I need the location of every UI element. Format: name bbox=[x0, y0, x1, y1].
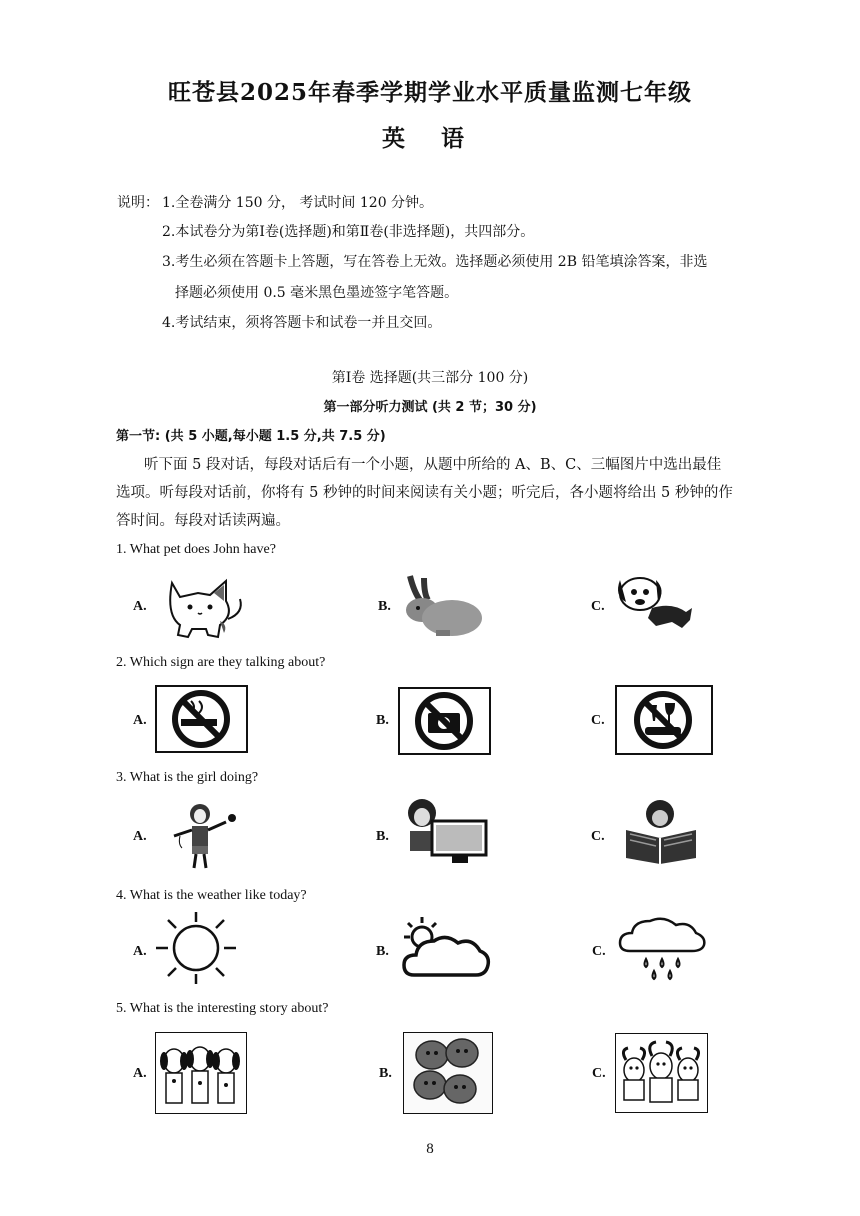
partly-cloudy-icon bbox=[400, 915, 492, 981]
no-photo-sign-icon bbox=[398, 687, 491, 755]
rain-icon bbox=[616, 915, 708, 985]
cat-icon bbox=[158, 575, 250, 641]
page-number: 8 bbox=[426, 1141, 434, 1157]
goats-icon bbox=[615, 1033, 708, 1113]
girl-computer-icon bbox=[400, 797, 492, 867]
instruction-item: 2.本试卷分为第Ⅰ卷(选择题)和第Ⅱ卷(非选择题)，共四部分。 bbox=[162, 224, 535, 240]
question-2: 2. Which sign are they talking about? bbox=[116, 655, 326, 670]
option-c-label: C. bbox=[592, 944, 606, 959]
instruction-item: 择题必须使用 0.5 毫米黑色墨迹签字笔答题。 bbox=[175, 285, 459, 301]
three-dogs-icon bbox=[155, 1032, 247, 1114]
option-b-label: B. bbox=[378, 599, 391, 614]
exam-title: 旺苍县2025年春季学期学业水平质量监测七年级 bbox=[167, 79, 692, 106]
option-a-label: A. bbox=[133, 1066, 147, 1081]
section-title: 第一节: (共 5 小题,每小题 1.5 分,共 7.5 分) bbox=[116, 429, 386, 444]
option-a-label: A. bbox=[133, 944, 147, 959]
option-c-label: C. bbox=[592, 1066, 606, 1081]
option-b-label: B. bbox=[379, 1066, 392, 1081]
option-c-label: C. bbox=[591, 713, 605, 728]
instruction-item: 1.全卷满分 150 分， 考试时间 120 分钟。 bbox=[162, 195, 434, 211]
question-3: 3. What is the girl doing? bbox=[116, 770, 259, 785]
directions-line: 选项。听每段对话前，你将有 5 秒钟的时间来阅读有关小题；听完后，各小题将给出 5 秒钟的作 bbox=[116, 485, 733, 501]
rabbit-icon bbox=[400, 572, 490, 642]
option-b-label: B. bbox=[376, 713, 389, 728]
instructions-prefix: 说明： bbox=[117, 195, 159, 211]
option-c-label: C. bbox=[591, 829, 605, 844]
directions-line: 答时间。每段对话读两遍。 bbox=[116, 513, 290, 529]
dog-icon bbox=[612, 572, 700, 634]
option-c-label: C. bbox=[591, 599, 605, 614]
directions-line: 听下面 5 段对话，每段对话后有一个小题，从题中所给的 A、B、C、三幅图片中选出最佳 bbox=[144, 457, 722, 473]
question-4: 4. What is the weather like today? bbox=[116, 888, 307, 903]
no-drinking-sign-icon bbox=[615, 685, 713, 755]
subject-title: 英 语 bbox=[381, 125, 478, 152]
instruction-item: 4.考试结束，须将答题卡和试卷一并且交回。 bbox=[162, 315, 442, 331]
volume-title: 第Ⅰ卷 选择题(共三部分 100 分) bbox=[331, 370, 529, 386]
question-5: 5. What is the interesting story about? bbox=[116, 1001, 329, 1016]
puppies-icon bbox=[403, 1032, 493, 1114]
instruction-item: 3.考生必须在答题卡上答题，写在答卷上无效。选择题必须使用 2B 铅笔填涂答案，非选 bbox=[162, 254, 708, 270]
girl-listening-icon bbox=[160, 800, 250, 870]
part-title: 第一部分听力测试 (共 2 节；30 分) bbox=[323, 400, 537, 415]
question-1: 1. What pet does John have? bbox=[116, 542, 276, 557]
option-a-label: A. bbox=[133, 829, 147, 844]
option-b-label: B. bbox=[376, 944, 389, 959]
girl-reading-icon bbox=[616, 800, 708, 868]
no-smoking-sign-icon bbox=[155, 685, 248, 753]
option-b-label: B. bbox=[376, 829, 389, 844]
sun-icon bbox=[150, 910, 242, 986]
section-directions bbox=[116, 451, 761, 535]
option-a-label: A. bbox=[133, 599, 147, 614]
option-a-label: A. bbox=[133, 713, 147, 728]
